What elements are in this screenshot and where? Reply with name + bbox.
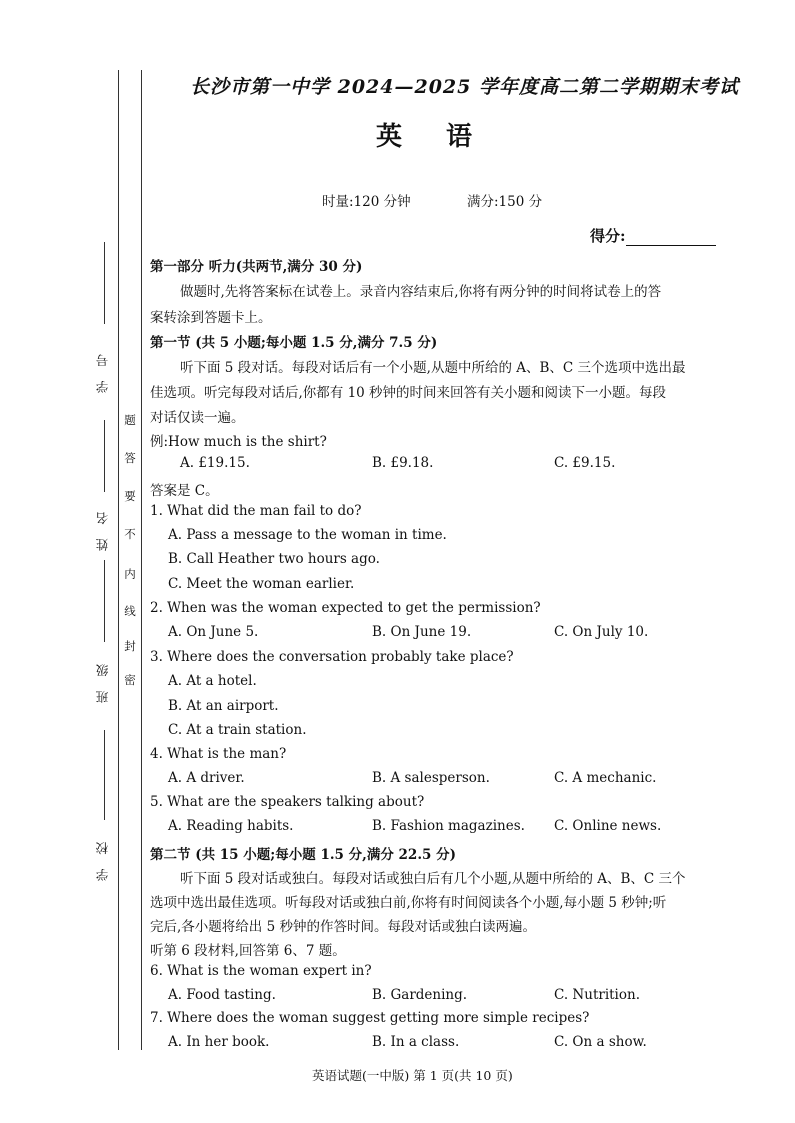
q1-option-c[interactable]: C. Meet the woman earlier. <box>168 576 355 592</box>
seal-char: 答 <box>124 451 136 465</box>
question-7: 7. Where does the woman suggest getting more simple recipes? <box>150 1010 590 1026</box>
question-1: 1. What did the man fail to do? <box>150 503 362 519</box>
section1-title: 第一节 (共 5 小题;每小题 1.5 分,满分 7.5 分) <box>150 335 438 351</box>
q5-option-a[interactable]: A. Reading habits. <box>168 818 294 834</box>
seal-char: 题 <box>124 413 136 427</box>
example-option-a: A. £19.15. <box>180 455 250 471</box>
score-blank[interactable] <box>626 231 716 246</box>
binding-line-inner <box>141 70 142 1050</box>
section1-intro-line1: 听下面 5 段对话。每段对话后有一个小题,从题中所给的 A、B、C 三个选项中选出最 <box>180 360 686 376</box>
question-2: 2. When was the woman expected to get the permission? <box>150 600 541 616</box>
part1-intro-line1: 做题时,先将答案标在试卷上。录音内容结束后,你将有两分钟的时间将试卷上的答 <box>180 284 662 300</box>
example-option-b: B. £9.18. <box>372 455 434 471</box>
q4-option-b[interactable]: B. A salesperson. <box>372 770 490 786</box>
q2-option-a[interactable]: A. On June 5. <box>168 624 259 640</box>
q4-option-a[interactable]: A. A driver. <box>168 770 245 786</box>
seal-char: 密 <box>124 673 136 687</box>
section2-title: 第二节 (共 15 小题;每小题 1.5 分,满分 22.5 分) <box>150 847 457 863</box>
seal-char: 要 <box>124 489 136 503</box>
exam-time: 时量:120 分钟 <box>322 194 411 210</box>
page-footer: 英语试题(一中版) 第 1 页(共 10 页) <box>312 1068 513 1083</box>
q1-option-a[interactable]: A. Pass a message to the woman in time. <box>168 527 447 543</box>
q5-option-c[interactable]: C. Online news. <box>554 818 662 834</box>
q3-option-a[interactable]: A. At a hotel. <box>168 673 257 689</box>
section1-intro-line2: 佳选项。听完每段对话后,你都有 10 秒钟的时间来回答有关小题和阅读下一小题。每段 <box>150 385 667 401</box>
q6-option-b[interactable]: B. Gardening. <box>372 987 468 1003</box>
part1-intro-line2: 案转涂到答题卡上。 <box>150 310 272 326</box>
seal-char: 内 <box>124 567 136 581</box>
section2-intro-line2: 选项中选出最佳选项。听每段对话或独白前,你将有时间阅读各个小题,每小题 5 秒钟;听 <box>150 895 667 911</box>
part1-title: 第一部分 听力(共两节,满分 30 分) <box>150 259 363 275</box>
school-blank[interactable] <box>104 730 105 820</box>
name-blank[interactable] <box>104 420 105 492</box>
score-field[interactable] <box>590 225 716 246</box>
q1-option-b[interactable]: B. Call Heather two hours ago. <box>168 551 380 567</box>
name-label: 姓名 <box>95 498 110 551</box>
student-id-blank[interactable] <box>104 242 105 324</box>
binding-line-outer <box>118 70 119 1050</box>
material-6-note: 听第 6 段材料,回答第 6、7 题。 <box>150 943 346 959</box>
seal-char: 线 <box>124 604 136 618</box>
q3-option-c[interactable]: C. At a train station. <box>168 722 307 738</box>
q2-option-b[interactable]: B. On June 19. <box>372 624 472 640</box>
class-label: 班级 <box>95 650 110 703</box>
example-question: 例:How much is the shirt? <box>150 434 327 450</box>
class-blank[interactable] <box>104 560 105 642</box>
q6-option-a[interactable]: A. Food tasting. <box>168 987 276 1003</box>
q4-option-c[interactable]: C. A mechanic. <box>554 770 657 786</box>
student-id-label: 学号 <box>95 340 110 393</box>
q5-option-b[interactable]: B. Fashion magazines. <box>372 818 525 834</box>
example-answer: 答案是 C。 <box>150 483 219 499</box>
question-5: 5. What are the speakers talking about? <box>150 794 425 810</box>
q7-option-a[interactable]: A. In her book. <box>168 1034 270 1050</box>
subject-title: 英语 <box>376 122 517 152</box>
example-option-c: C. £9.15. <box>554 455 616 471</box>
q7-option-c[interactable]: C. On a show. <box>554 1034 647 1050</box>
question-4: 4. What is the man? <box>150 746 287 762</box>
q6-option-c[interactable]: C. Nutrition. <box>554 987 640 1003</box>
question-3: 3. Where does the conversation probably take place? <box>150 649 514 665</box>
q2-option-c[interactable]: C. On July 10. <box>554 624 649 640</box>
section1-intro-line3: 对话仅读一遍。 <box>150 410 245 426</box>
score-label: 得分: <box>590 227 626 245</box>
question-6: 6. What is the woman expert in? <box>150 963 372 979</box>
q7-option-b[interactable]: B. In a class. <box>372 1034 460 1050</box>
section2-intro-line1: 听下面 5 段对话或独白。每段对话或独白后有几个小题,从题中所给的 A、B、C 三个 <box>180 871 686 887</box>
exam-title: 长沙市第一中学 2024—2025 学年度高二第二学期期末考试 <box>190 76 739 98</box>
seal-char: 不 <box>124 527 136 541</box>
full-score: 满分:150 分 <box>467 194 543 210</box>
q3-option-b[interactable]: B. At an airport. <box>168 698 279 714</box>
seal-char: 封 <box>124 639 136 653</box>
section2-intro-line3: 完后,各小题将给出 5 秒钟的作答时间。每段对话或独白读两遍。 <box>150 919 536 935</box>
school-label: 学校 <box>95 828 110 881</box>
